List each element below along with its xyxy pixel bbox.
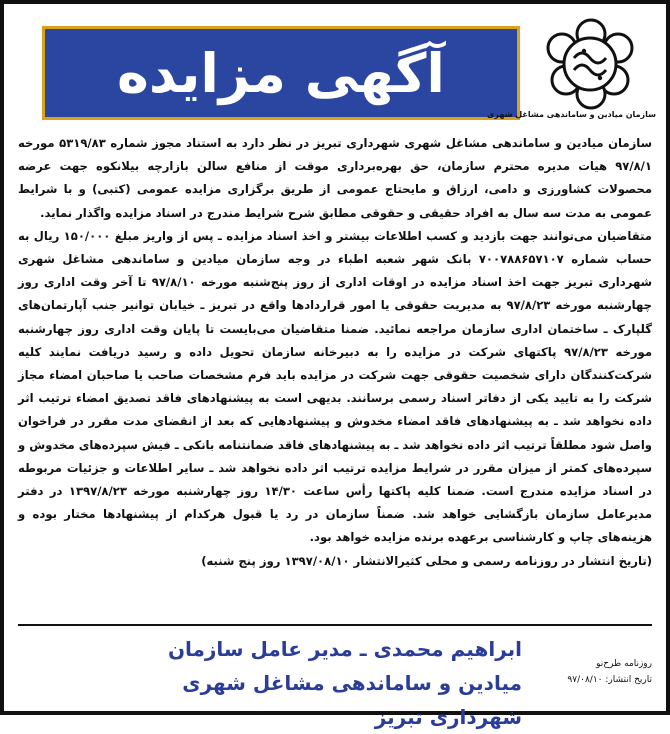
publication-date: تاریخ انتشار: ۹۷/۰۸/۱۰ [567, 675, 652, 685]
notice-header [12, 12, 662, 130]
publication-info [532, 656, 652, 688]
paragraph-intro: سازمان میادین و ساماندهی مشاغل شهری شهرداری تبریز در نظر دارد به استناد مجوز شماره ۵۳۱۹/۸۳ مورخه ۹۷/۸/۱ هیات مدیره محترم سازمان، حق بهره‌برداری موقت از منافع سالن بازارچه بیلانکوه جهت عرضه محصولات کشاورزی و دامی، ارزاق و مایحتاج عمومی از طریق برگزاری مزایده عمومی (کتبی) و با شرایط عمومی به مدت سه سال به افراد حقیقی و حقوقی مطابق شرح شرایط مندرج در اسناد مزایده واگذار نماید. [18, 136, 653, 220]
organization-logo [487, 18, 656, 126]
paragraph-conditions: متقاضیان می‌توانند جهت بازدید و کسب اطلاعات بیشتر و اخذ اسناد مزایده ـ پس از واریز مبلغ ۱۵۰/۰۰۰ ریال به حساب شماره ۷۰۰۷۸۸۶۵۷۱۰۷ بانک شهر شعبه اطباء در وجه سازمان میادین و ساماندهی مشاغل شهری شهرداری تبریز جهت اخذ اسناد مزایده در اوقات اداری از روز پنج‌شنبه مورخه ۹۷/۸/۱۰ تا آخر وقت اداری روز چهارشنبه مورخه ۹۷/۸/۲۳ به مدیریت حقوقی یا امور قراردادها واقع در تبریز ـ خیابان توانیر جنب آپارتمان‌های گلپارک ـ ساختمان اداری سازمان مراجعه نمائید. ضمنا متقاضیان می‌بایست تا پایان وقت اداری روز چهارشنبه مورخه ۹۷/۸/۲۳ پاکتهای شرکت در مزایده را به دبیرخانه سازمان تحویل داده و رسید دریافت نمایند کلیه شرکت‌کنندگان دارای شخصیت حقوقی جهت شرکت در مزایده باید فرم مشخصات صاحب یا صاحبان امضاء مجاز شرکت را به تایید یکی از دفاتر اسناد رسمی برسانند. بدیهی است به پیشنهادهای فاقد تصدیق امضاء ترتیب اثر داده نخواهد شد ـ به پیشنهادهای فاقد امضاء مخدوش و پیشنهادهایی که بعد از انقضای مدت مقرر در فراخوان واصل شود مطلقاً ترتیب اثر داده نخواهد شد ـ به پیشنهادهای فاقد ضمانتنامه بانکی ـ فیش سپرده‌های مخدوش و سپرده‌های کمتر از میزان مقرر در شرایط مزایده ترتیب اثر داده نخواهد شد ـ سایر اطلاعات و جزئیات مربوطه در اسناد مزایده مندرج است. ضمنا کلیه پاکتها رأس ساعت ۱۴/۳۰ روز چهارشنبه مورخه ۱۳۹۷/۸/۲۳ در دفتر مدیرعامل سازمان بازگشایی خواهد شد. ضمناً سازمان در رد یا قبول هرکدام از پیشنهادها مختار بوده و هزینه‌های چاپ و کارشناسی برعهده برنده مزایده خواهد بود. [18, 228, 653, 545]
signatory [92, 632, 522, 734]
notice-title: آگهی مزایده [117, 41, 445, 105]
notice-body [18, 132, 652, 573]
signatory-name: ابراهیم محمدی ـ مدیر عامل سازمان [167, 637, 522, 661]
publication-note: (تاریخ انتشار در روزنامه رسمی و محلی کثیرالانتشار ۱۳۹۷/۰۸/۱۰ روز پنج شنبه) [201, 553, 652, 568]
newspaper-name: روزنامه طرح‌نو [596, 659, 652, 669]
title-banner [42, 26, 520, 120]
signatory-organization: میادین و ساماندهی مشاغل شهری شهرداری تبریز [182, 671, 522, 729]
logo-caption: سازمان میادین و ساماندهی مشاغل شهری [487, 110, 656, 119]
flower-logo-icon [544, 18, 638, 110]
signature-block [18, 624, 652, 729]
